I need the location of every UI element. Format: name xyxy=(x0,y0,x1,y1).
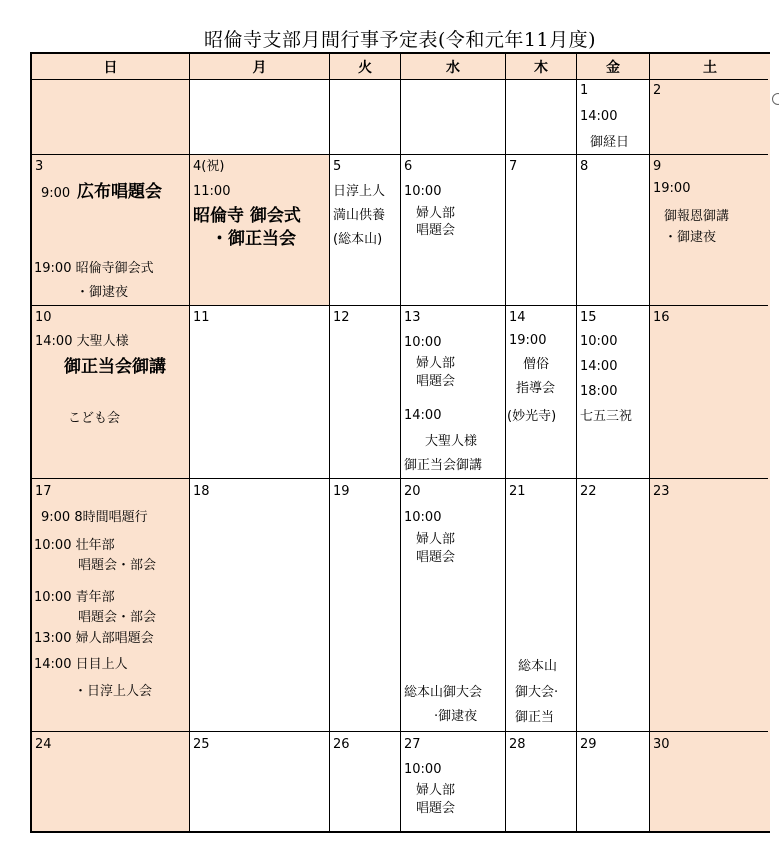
weekday-header-sat: 土 xyxy=(650,54,770,79)
day-number: 25 xyxy=(193,737,210,752)
event-time: 10:00 xyxy=(404,335,442,350)
day-number: 21 xyxy=(509,484,526,499)
event-text: 唱題会・部会 xyxy=(78,558,157,573)
event-text: 総本山 xyxy=(518,659,558,674)
event-time: 14:00 xyxy=(404,408,442,423)
day-number: 6 xyxy=(404,159,413,174)
event-text: ・御正当会 xyxy=(211,229,296,249)
margin-circle-mark xyxy=(772,93,779,105)
day-number: 5 xyxy=(333,159,342,174)
day-number: 28 xyxy=(509,737,526,752)
grid-line xyxy=(505,54,506,831)
weekday-header-thu: 木 xyxy=(506,54,576,79)
event-time: 18:00 xyxy=(580,384,618,399)
calendar-table xyxy=(30,52,770,833)
event-text: 婦人部 xyxy=(416,356,456,371)
event-text: 御報恩御講 xyxy=(664,209,730,224)
day-number: 15 xyxy=(580,310,597,325)
event-time: 19:00 xyxy=(653,181,691,196)
event-text: 婦人部 xyxy=(416,206,456,221)
grid-line xyxy=(32,154,768,155)
event-text: 僧俗 xyxy=(523,357,550,372)
event-text: 広布唱題会 xyxy=(77,182,162,202)
day-number: 10 xyxy=(35,310,52,325)
day-number: 9 xyxy=(653,159,662,174)
day-number: 14 xyxy=(509,310,526,325)
day-number: 7 xyxy=(509,159,518,174)
grid-line xyxy=(32,79,768,80)
event-text: 総本山御大会 xyxy=(404,685,483,700)
event-text: ・御逮夜 xyxy=(76,285,129,300)
event-text: 七五三祝 xyxy=(580,409,633,424)
day-number: 30 xyxy=(653,737,670,752)
event-time: 14:00 xyxy=(580,109,618,124)
page-title: 昭倫寺支部月間行事予定表(令和元年11月度) xyxy=(203,29,596,51)
grid-line xyxy=(32,305,768,306)
event-text: 14:00 日目上人 xyxy=(34,657,128,672)
event-time: 14:00 xyxy=(580,359,618,374)
day-number: 24 xyxy=(35,737,52,752)
event-text: こども会 xyxy=(68,411,121,426)
event-text: 唱題会 xyxy=(416,550,456,565)
event-time: 10:00 xyxy=(404,184,442,199)
day-number: 29 xyxy=(580,737,597,752)
day-number: 13 xyxy=(404,310,421,325)
event-text: 御正当 xyxy=(515,710,555,724)
day-number: 1 xyxy=(580,83,589,98)
day-number: 4(祝) xyxy=(193,159,225,174)
event-text: 9:00 8時間唱題行 xyxy=(41,510,148,525)
event-text: 婦人部 xyxy=(416,532,456,547)
grid-line xyxy=(649,54,650,831)
day-number: 19 xyxy=(333,484,350,499)
event-text: 14:00 大聖人様 xyxy=(35,334,129,349)
event-text: 昭倫寺 御会式 xyxy=(193,206,301,226)
event-text: 唱題会・部会 xyxy=(78,610,157,625)
event-text: ・御逮夜 xyxy=(664,230,717,245)
event-text: 10:00 壮年部 xyxy=(34,538,115,553)
weekday-header-wed: 水 xyxy=(401,54,505,79)
day-number: 8 xyxy=(580,159,589,174)
event-text: 婦人部 xyxy=(416,783,456,798)
event-time: 10:00 xyxy=(580,334,618,349)
day-number: 2 xyxy=(653,83,662,98)
day-number: 22 xyxy=(580,484,597,499)
event-time: 19:00 xyxy=(509,333,547,348)
weekday-header-fri: 金 xyxy=(577,54,649,79)
day-number: 27 xyxy=(404,737,421,752)
event-time: 10:00 xyxy=(404,762,442,777)
grid-line xyxy=(576,54,577,831)
day-number: 23 xyxy=(653,484,670,499)
day-number: 18 xyxy=(193,484,210,499)
event-time: 10:00 xyxy=(404,510,442,525)
grid-line xyxy=(32,478,768,479)
day-number: 20 xyxy=(404,484,421,499)
event-text: 御経日 xyxy=(590,135,630,150)
grid-line xyxy=(32,731,768,732)
event-text: 御正当会御講 xyxy=(404,458,483,473)
event-text: 満山供養 xyxy=(333,208,386,223)
event-text: 19:00 昭倫寺御会式 xyxy=(34,261,154,276)
event-text: 大聖人様 xyxy=(425,434,478,449)
event-text: 日淳上人 xyxy=(333,184,386,199)
event-text: (総本山) xyxy=(333,232,383,247)
event-text: 御正当会御講 xyxy=(64,357,166,377)
event-text: ·御逮夜 xyxy=(434,709,478,724)
saturday-column-shade xyxy=(650,54,770,831)
weekday-header-sun: 日 xyxy=(32,54,189,79)
day-number: 3 xyxy=(35,159,44,174)
event-time: 9:00 xyxy=(41,186,71,201)
event-text: (妙光寺) xyxy=(507,409,557,424)
day-number: 17 xyxy=(35,484,52,499)
event-time: 11:00 xyxy=(193,184,231,199)
day-number: 11 xyxy=(193,310,210,325)
day-number: 12 xyxy=(333,310,350,325)
weekday-header-tue: 火 xyxy=(330,54,400,79)
weekday-header-mon: 月 xyxy=(190,54,329,79)
event-text: 13:00 婦人部唱題会 xyxy=(34,631,154,646)
event-text: 御大会· xyxy=(515,685,559,700)
day-number: 16 xyxy=(653,310,670,325)
event-text: ・日淳上人会 xyxy=(74,684,153,699)
grid-line xyxy=(400,54,401,831)
grid-line xyxy=(189,54,190,831)
event-text: 唱題会 xyxy=(416,223,456,238)
sunday-column-shade xyxy=(32,54,189,831)
event-text: 唱題会 xyxy=(416,374,456,389)
day-number: 26 xyxy=(333,737,350,752)
event-text: 指導会 xyxy=(516,381,556,396)
event-text: 唱題会 xyxy=(416,801,456,816)
event-text: 10:00 青年部 xyxy=(34,590,115,605)
grid-line xyxy=(329,54,330,831)
